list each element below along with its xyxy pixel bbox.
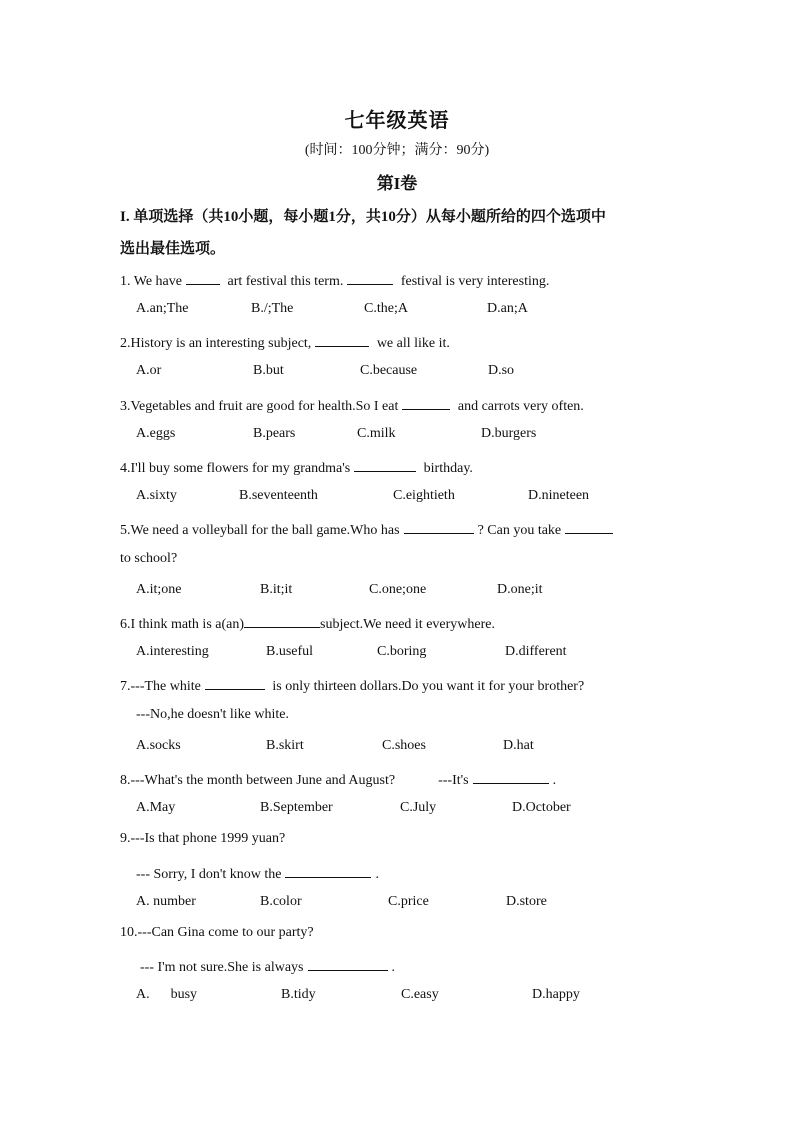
question-5 bbox=[120, 519, 617, 539]
exam-subtitle: (时间：100分钟；满分：90分) bbox=[304, 143, 490, 158]
question-text: 2.History is an interesting subject, bbox=[120, 336, 312, 351]
option-b: B.seventeenth bbox=[239, 488, 318, 503]
question-text: 8.---What's the month between June and August? bbox=[120, 773, 396, 788]
answer-blank bbox=[205, 675, 265, 690]
question-text: subject.We need it everywhere. bbox=[320, 617, 495, 632]
exam-title: 七年级英语 bbox=[344, 110, 450, 132]
question-text: birthday. bbox=[423, 461, 473, 476]
question-text: --- Sorry, I don't know the bbox=[136, 867, 282, 882]
option-d: D.one;it bbox=[497, 582, 543, 597]
answer-blank bbox=[347, 270, 393, 285]
option-a: A.it;one bbox=[136, 582, 182, 597]
option-b: B.color bbox=[260, 894, 302, 909]
option-c: C.one;one bbox=[369, 582, 427, 597]
question-4 bbox=[120, 457, 473, 477]
answer-blank bbox=[404, 519, 474, 534]
option-d: D.so bbox=[488, 363, 515, 378]
question-text: 6.I think math is a(an) bbox=[120, 617, 245, 632]
option-b: B.it;it bbox=[260, 582, 293, 597]
answer-blank bbox=[244, 613, 320, 628]
question-text: 3.Vegetables and fruit are good for health.So I eat bbox=[120, 399, 399, 414]
option-d: D.burgers bbox=[481, 426, 537, 441]
answer-blank bbox=[402, 395, 450, 410]
answer-blank bbox=[473, 769, 549, 784]
question-text: 1. We have bbox=[120, 274, 182, 289]
section-heading-line2: 选出最佳选项。 bbox=[120, 241, 226, 257]
question-text: 5.We need a volleyball for the ball game.Who has bbox=[120, 523, 400, 538]
question-8: 8.---What's the month between June and August? ---It's . bbox=[120, 769, 556, 789]
question-3 bbox=[120, 395, 584, 415]
option-a: A.May bbox=[136, 800, 176, 815]
question-text: 7.---The white bbox=[120, 679, 201, 694]
option-c: C.the;A bbox=[364, 301, 408, 316]
option-a: A.an;The bbox=[136, 301, 189, 316]
question-text: we all like it. bbox=[376, 336, 450, 351]
answer-blank bbox=[354, 457, 416, 472]
question-text: --- I'm not sure.She is always bbox=[140, 960, 304, 975]
option-c: C.boring bbox=[377, 644, 427, 659]
option-b: B.but bbox=[253, 363, 284, 378]
option-a: A.or bbox=[136, 363, 162, 378]
option-b: B.skirt bbox=[266, 738, 304, 753]
question-9: 9.---Is that phone 1999 yuan? bbox=[120, 831, 286, 846]
question-1 bbox=[120, 270, 549, 290]
option-b: B.pears bbox=[253, 426, 296, 441]
option-d: D.different bbox=[505, 644, 567, 659]
option-c: C.milk bbox=[357, 426, 396, 441]
question-text: 4.I'll buy some flowers for my grandma's bbox=[120, 461, 351, 476]
question-6 bbox=[120, 613, 495, 633]
section-heading-line1: I. 单项选择（共10小题，每小题1分，共10分）从每小题所给的四个选项中 bbox=[120, 209, 606, 225]
option-d: D.October bbox=[512, 800, 571, 815]
option-d: D.nineteen bbox=[528, 488, 590, 503]
question-10: 10.---Can Gina come to our party? bbox=[120, 925, 314, 940]
volume-heading: 第I卷 bbox=[376, 174, 418, 193]
question-9-reply: --- Sorry, I don't know the . bbox=[136, 863, 379, 883]
option-b: B./;The bbox=[251, 301, 294, 316]
question-text: ? Can you take bbox=[477, 523, 562, 538]
option-c: C.shoes bbox=[382, 738, 426, 753]
option-b: B.useful bbox=[266, 644, 314, 659]
answer-blank bbox=[315, 332, 369, 347]
option-b: B.tidy bbox=[281, 987, 316, 1002]
option-b: B.September bbox=[260, 800, 333, 815]
question-7 bbox=[120, 675, 584, 695]
question-7-reply: ---No,he doesn't like white. bbox=[136, 707, 289, 722]
option-a: A. busy bbox=[136, 987, 198, 1002]
option-c: C.because bbox=[360, 363, 418, 378]
answer-blank bbox=[285, 863, 371, 878]
answer-blank bbox=[308, 956, 388, 971]
option-a: A.eggs bbox=[136, 426, 176, 441]
option-c: C.eightieth bbox=[393, 488, 455, 503]
option-d: D.an;A bbox=[487, 301, 528, 316]
question-text: art festival this term. bbox=[227, 274, 344, 289]
option-a: A.sixty bbox=[136, 488, 177, 503]
question-10-reply: --- I'm not sure.She is always . bbox=[140, 956, 395, 976]
option-a: A.socks bbox=[136, 738, 181, 753]
option-a: A. number bbox=[136, 894, 196, 909]
option-d: D.store bbox=[506, 894, 547, 909]
option-d: D.hat bbox=[503, 738, 534, 753]
question-2 bbox=[120, 332, 450, 352]
question-text: festival is very interesting. bbox=[400, 274, 550, 289]
answer-blank bbox=[186, 270, 220, 285]
option-c: C.July bbox=[400, 800, 437, 815]
question-text: ---It's bbox=[438, 773, 469, 788]
option-c: C.price bbox=[388, 894, 429, 909]
answer-blank bbox=[565, 519, 613, 534]
question-5-continued: to school? bbox=[120, 551, 178, 566]
option-d: D.happy bbox=[532, 987, 580, 1002]
option-c: C.easy bbox=[401, 987, 439, 1002]
option-a: A.interesting bbox=[136, 644, 209, 659]
question-text: is only thirteen dollars.Do you want it for your brother? bbox=[272, 679, 585, 694]
question-text: and carrots very often. bbox=[457, 399, 584, 414]
